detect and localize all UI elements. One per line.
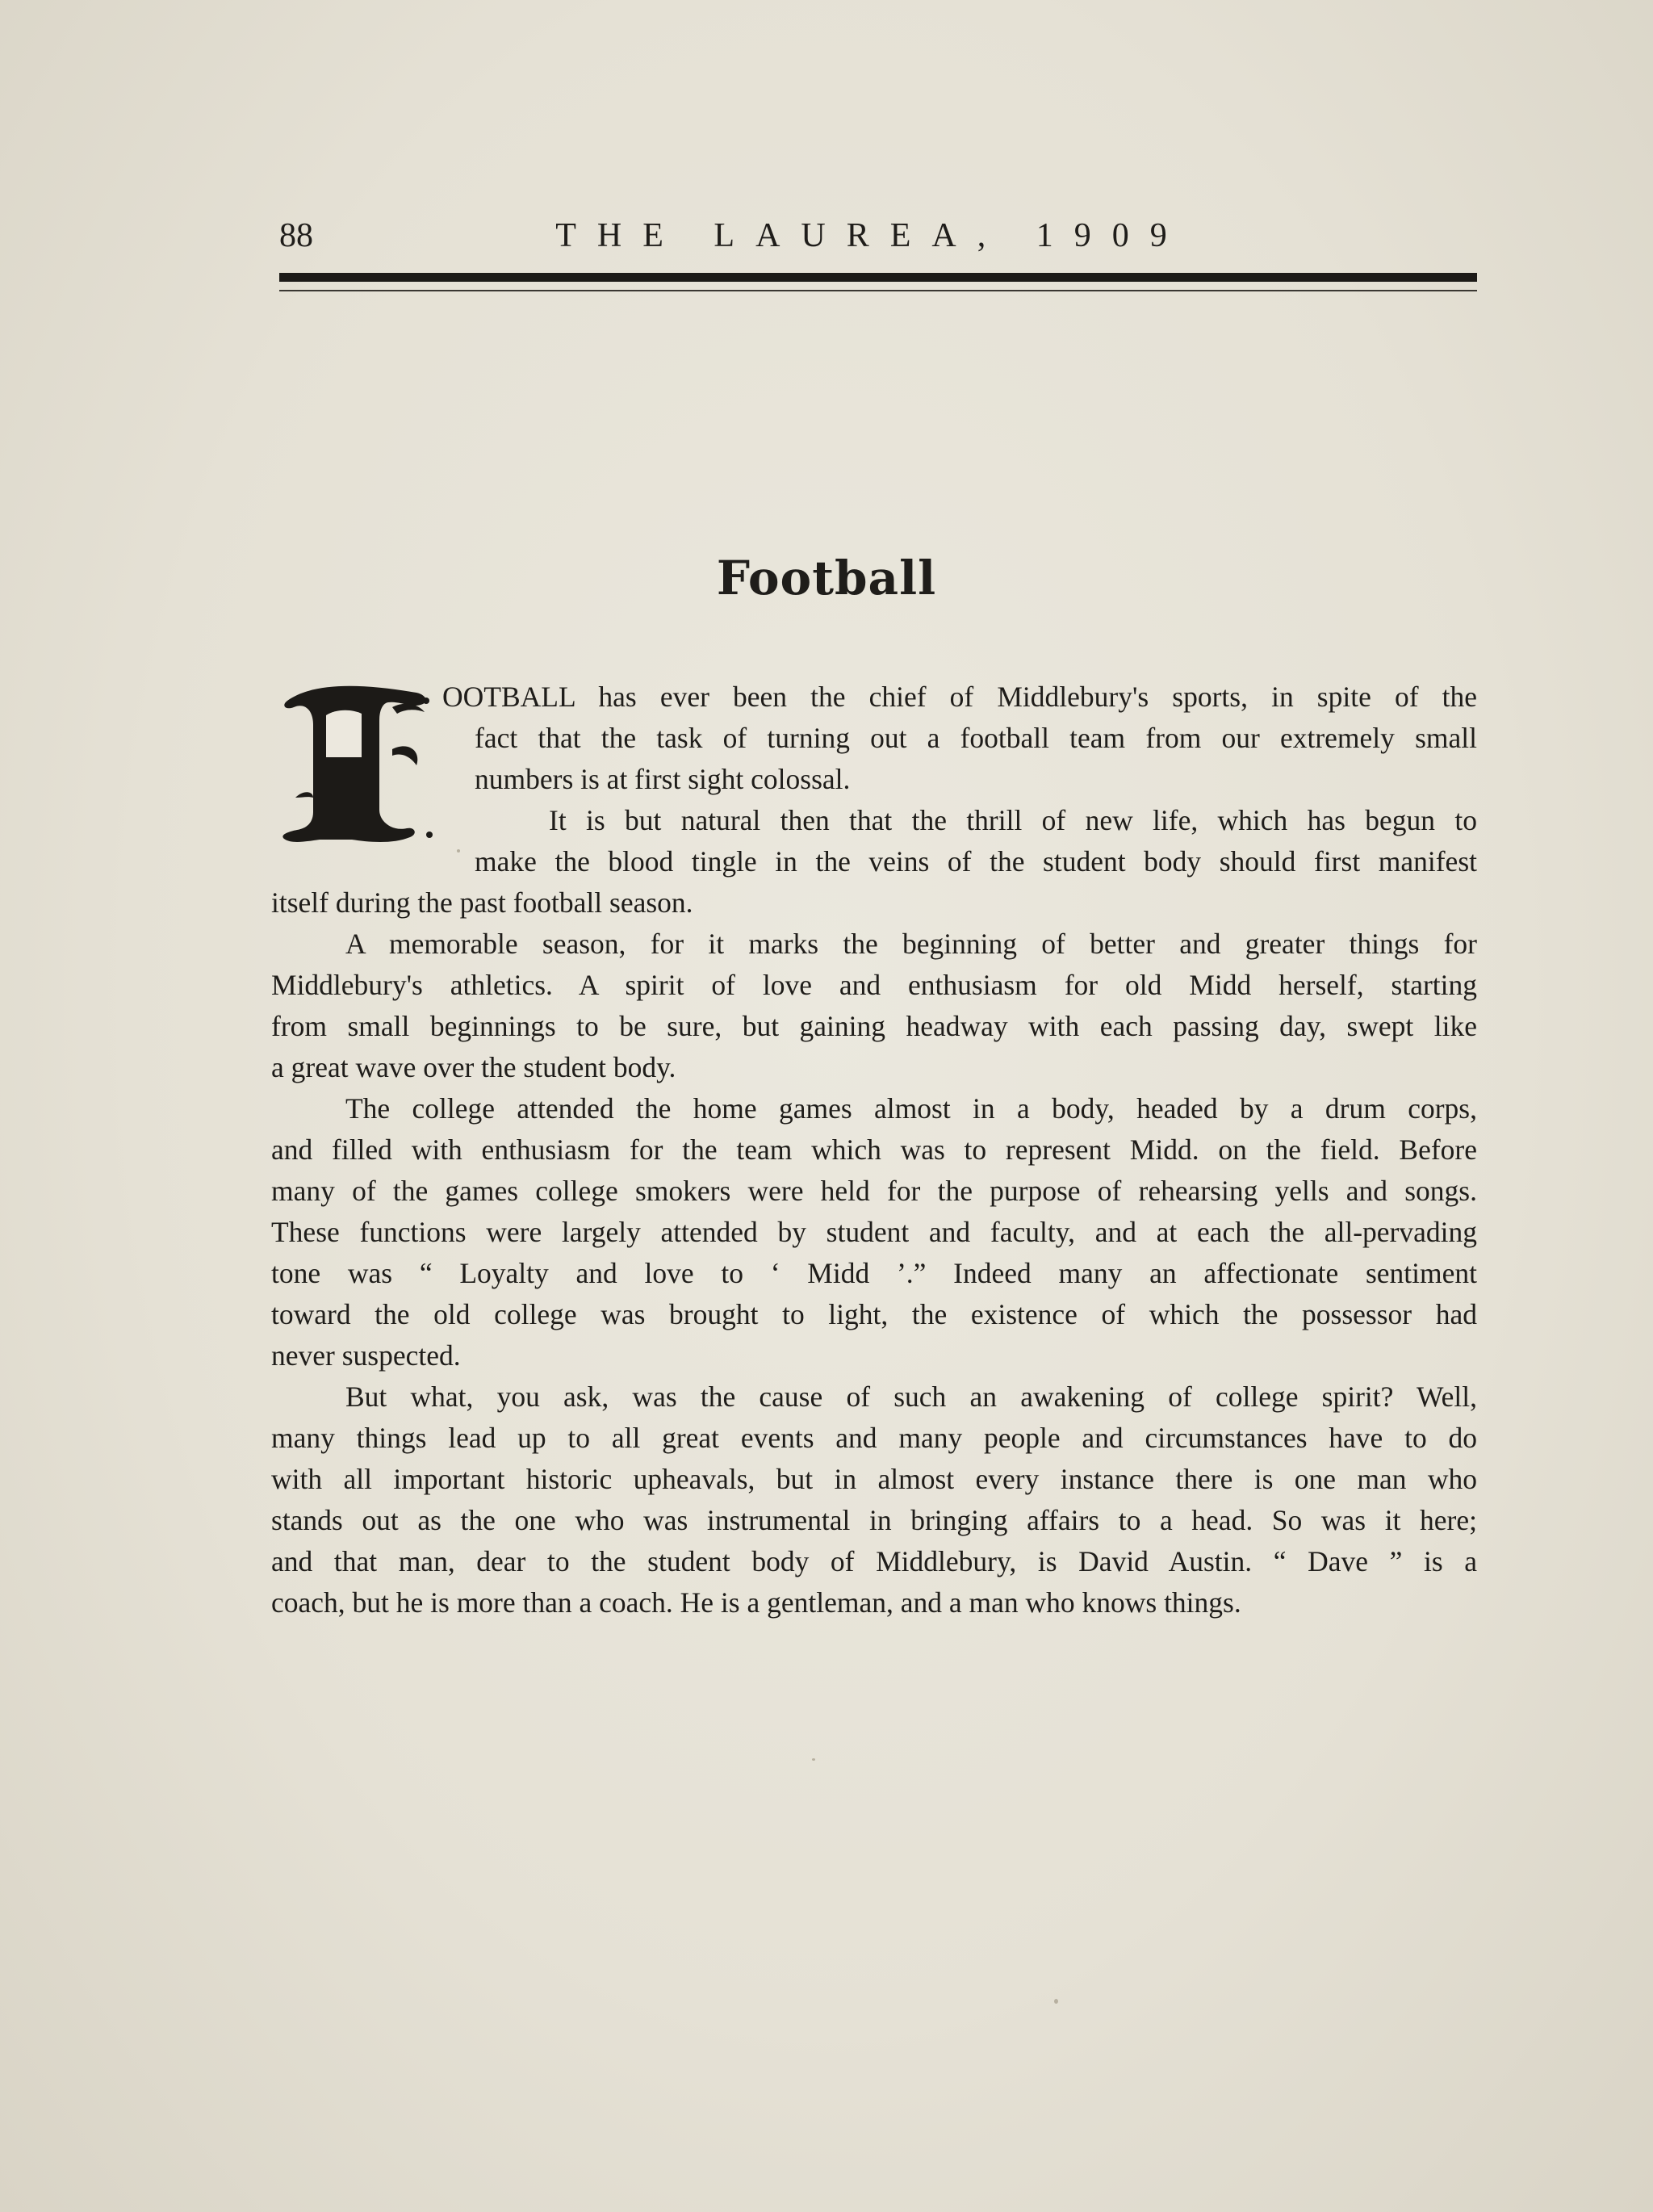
body-text-line: many things lead up to all great events and many people and circumstances have to do [271, 1422, 1477, 1454]
body-text-line: from small beginnings to be sure, but gaining headway with each passing day, swept like [271, 1010, 1477, 1042]
body-text-line: But what, you ask, was the cause of such an awakening of college spirit? Well, [345, 1380, 1477, 1413]
body-text-line: many of the games college smokers were held for the purpose of rehearsing yells and songs. [271, 1175, 1477, 1207]
page-number: 88 [279, 217, 313, 254]
body-text-line: stands out as the one who was instrumental in bringing affairs to a head. So was it here; [271, 1504, 1477, 1536]
body-text-line: fact that the task of turning out a football team from our extremely small [475, 722, 1477, 754]
body-text-line: tone was “ Loyalty and love to ‘ Midd ’.” Indeed many an affectionate sentiment [271, 1257, 1477, 1289]
body-text-line: The college attended the home games almost in a body, headed by a drum corps, [345, 1092, 1477, 1125]
body-text-line: itself during the past football season. [271, 886, 693, 919]
body-text-line: with all important historic upheavals, but in almost every instance there is one man who [271, 1463, 1477, 1495]
body-text-line: A memorable season, for it marks the beginning of better and greater things for [345, 928, 1477, 960]
body-text-line: OOTBALL has ever been the chief of Middlebury's sports, in spite of the [442, 681, 1477, 713]
paper-speck [812, 1758, 815, 1761]
body-text-line: and filled with enthusiasm for the team which was to represent Midd. on the field. Before [271, 1133, 1477, 1166]
body-text-line: These functions were largely attended by student and faculty, and at each the all-pervading [271, 1216, 1477, 1248]
body-text-line: and that man, dear to the student body of Middlebury, is David Austin. “ Dave ” is a [271, 1545, 1477, 1577]
body-text-line: numbers is at first sight colossal. [475, 763, 851, 795]
ornamental-dropcap-f-icon [271, 677, 441, 846]
body-text-line: never suspected. [271, 1339, 461, 1372]
running-head: THE LAUREA, 1909 [555, 217, 1188, 254]
header-rule-thin [279, 290, 1477, 291]
body-text-line: Middlebury's athletics. A spirit of love and enthusiasm for old Midd herself, starting [271, 969, 1477, 1001]
body-text-line: It is but natural then that the thrill of new life, which has begun to [549, 804, 1477, 836]
header-rule-thick [279, 273, 1477, 282]
body-text-line: make the blood tingle in the veins of the student body should first manifest [475, 845, 1477, 878]
body-text-line: coach, but he is more than a coach. He is a gentleman, and a man who knows things. [271, 1586, 1241, 1619]
body-text-line: a great wave over the student body. [271, 1051, 676, 1083]
body-text-line: toward the old college was brought to light, the existence of which the possessor had [271, 1298, 1477, 1330]
article-title: Football [716, 551, 937, 605]
paper-speck [457, 849, 460, 853]
paper-speck [1054, 1999, 1058, 2004]
